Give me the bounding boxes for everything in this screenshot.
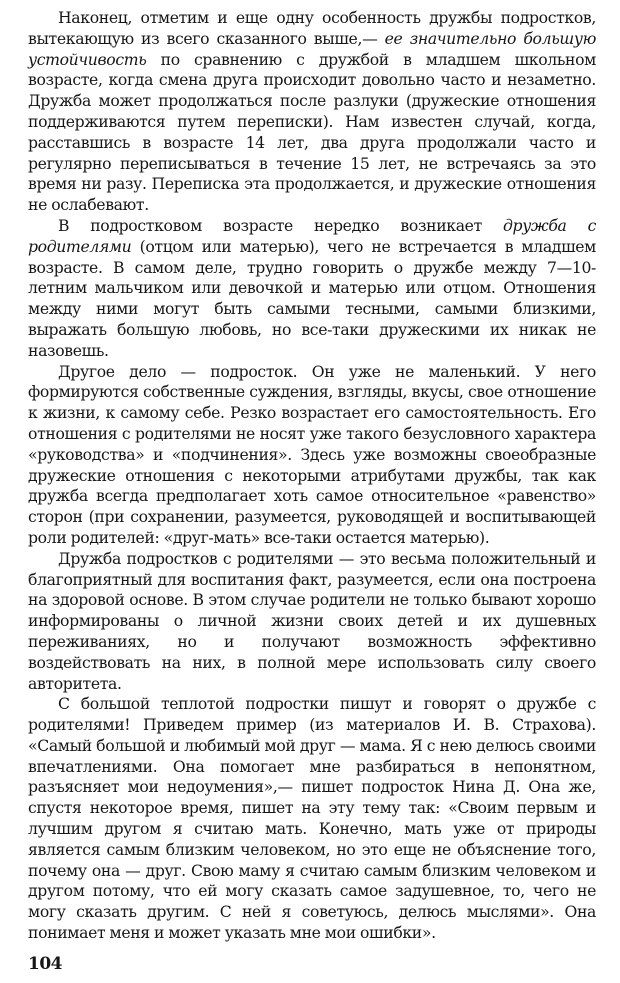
paragraph-2-text-2: (отцом или матерью), чего не встречается в младшем возрасте. В самом деле, трудно говорить о дружбе между 7—10-летним мальчиком или девочкой и матерью или отцом. Отношения между ними могут быть самыми тесными, самыми близкими, выражать большую любовь, но все-таки дружескими их никак не назовешь. (28, 236, 596, 360)
paragraph-1-text-1: Наконец, отметим и еще одну особенность дружбы подростков, вытекающую из всего сказанного выше,— (28, 8, 596, 48)
paragraph-4-text: Дружба подростков с родителями — это весьма положительный и благоприятный для воспитания факт, разумеется, если она построена на здоровой основе. В этом случае родители не только бывают хорошо информированы о личной жизни своих детей и их душевных переживаниях, но и получают возможность эффективно воздействовать на них, в полной мере использовать силу своего авторитета. (28, 548, 596, 693)
paragraph-5 (28, 694, 596, 944)
paragraph-3 (28, 362, 596, 549)
paragraph-1 (28, 8, 596, 216)
page-number: 104 (28, 954, 62, 974)
paragraph-4 (28, 549, 596, 695)
paragraph-1-emphasis: ее значительно большую устойчивость (28, 28, 596, 69)
text-body (28, 8, 596, 944)
paragraph-2-text-1: В подростковом возрасте нередко возникает (58, 215, 503, 235)
paragraph-1-text-2: по сравнению с дружбой в младшем школьном возрасте, когда смена друга происходит довольно часто и незаметно. Дружба может продолжаться после разлуки (дружеские отношения поддерживаются путем переписки). Нам известен случай, когда, расставшись в возрасте 14 лет, два друга продолжали часто и регулярно переписываться в течение 15 лет, не встречаясь за это время ни разу. Переписка эта продолжается, и дружеские отношения не ослабевают. (28, 49, 596, 215)
paragraph-2 (28, 216, 596, 362)
paragraph-5-text: С большой теплотой подростки пишут и говорят о дружбе с родителями! Приведем пример (из материалов И. В. Страхова). «Самый большой и любимый мой друг — мама. Я с нею делюсь своими впечатлениями. Она помогает мне разбираться в непонятном, разъясняет мои недоумения»,— пишет подросток Нина Д. Она же, спустя некоторое время, пишет на эту тему так: «Своим первым и лучшим другом я считаю мать. Конечно, мать уже от природы является самым близким человеком, но это еще не объяснение того, почему она — друг. Свою маму я считаю самым близким человеком и другом потому, что ей могу сказать самое задушевное, то, чего не могу сказать другим. С ней я советуюсь, делюсь мыслями». Она понимает меня и может указать мне мои ошибки». (28, 694, 596, 943)
paragraph-2-emphasis: дружба с родителями (28, 215, 597, 256)
paragraph-3-text: Другое дело — подросток. Он уже не маленький. У него формируются собственные суждения, взгляды, вкусы, свое отношение к жизни, к самому себе. Резко возрастает его самостоятельность. Его отношения с родителями не носят уже такого безусловного характера «руководства» и «подчинения». Здесь уже возможны своеобразные дружеские отношения с некоторыми атрибутами дружбы, так как дружба всегда предполагает хоть самое относительное «равенство» сторон (при сохранении, разумеется, руководящей и воспитывающей роли родителей: «друг-мать» все-таки остается матерью). (28, 361, 596, 547)
